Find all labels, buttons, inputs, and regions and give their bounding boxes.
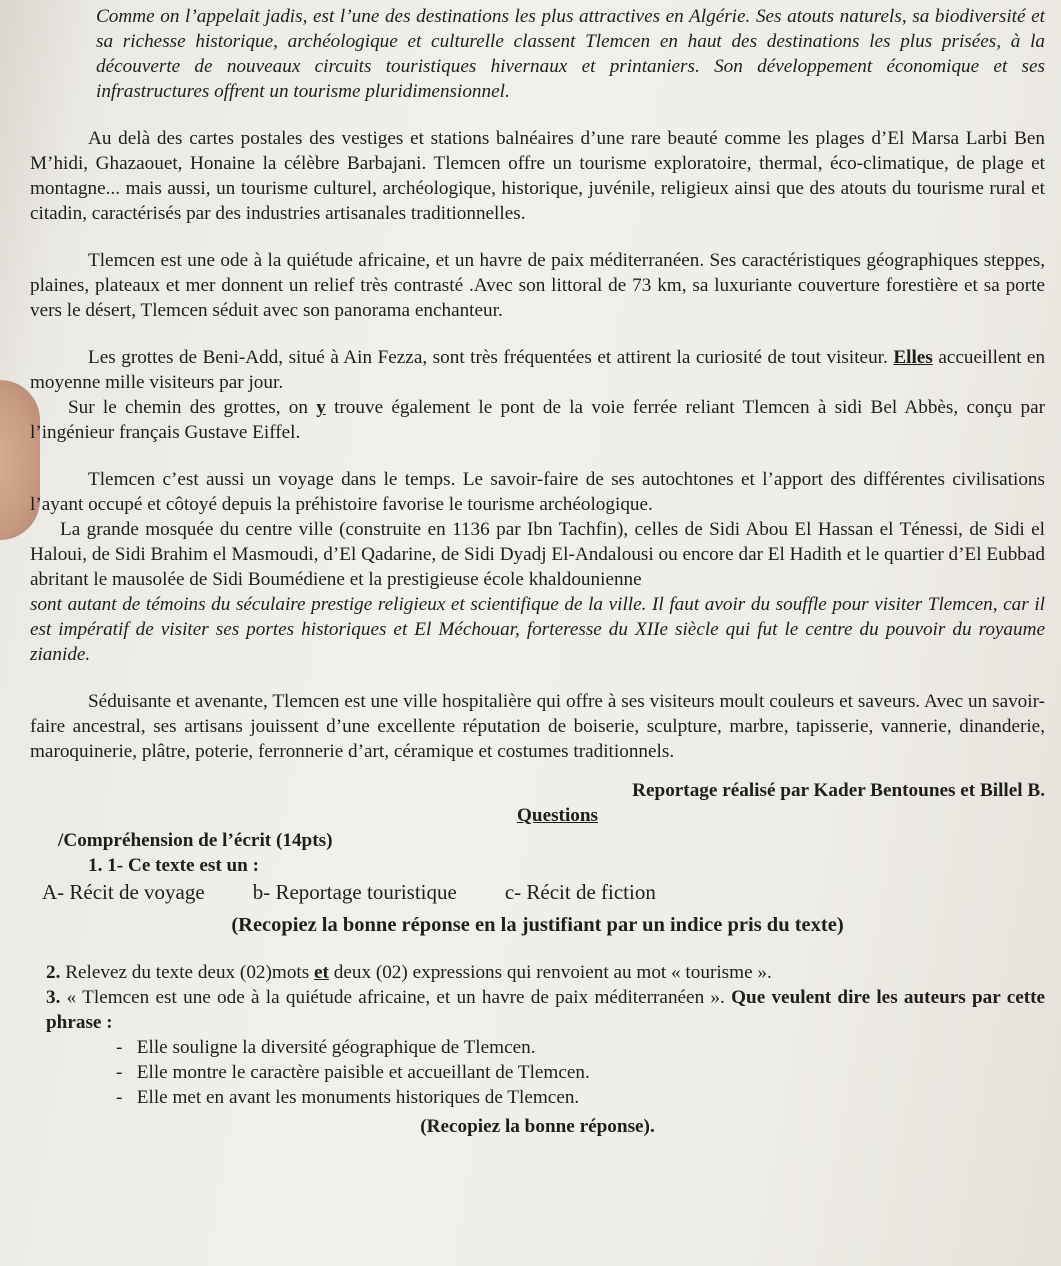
q3-option-3-text: Elle met en avant les monuments historiques de Tlemcen. bbox=[136, 1087, 580, 1108]
q3-number: 3. bbox=[46, 987, 61, 1008]
section-title: /Compréhension de l’écrit (14pts) bbox=[58, 830, 333, 851]
q1-choice-a: A- Récit de voyage bbox=[42, 880, 205, 904]
q1-number: 1. bbox=[88, 855, 103, 876]
question-3 bbox=[30, 985, 1045, 1035]
bridge-text: Sur le chemin des grottes, on bbox=[68, 397, 308, 418]
q1-choice-c: c- Récit de fiction bbox=[504, 880, 656, 904]
q3-instruction: (Recopiez la bonne réponse). bbox=[420, 1116, 655, 1137]
q1-instruction: (Recopiez la bonne réponse en la justifiant par un indice pris du texte) bbox=[231, 914, 844, 936]
paragraph-history: Tlemcen c’est aussi un voyage dans le temps. Le savoir-faire de ses autochtones et l’apport des différentes civilisations l’ayant occupé et côtoyé depuis la préhistoire favorise le tourisme archéologique. bbox=[30, 469, 1045, 515]
bridge-text-end: trouve également le pont de la voie ferrée reliant Tlemcen à sidi Bel Abbès, conçu par l’ingénieur français Gustave Eiffel. bbox=[30, 397, 1046, 443]
bridge-pronoun: y bbox=[316, 397, 326, 418]
question-2 bbox=[30, 960, 1045, 985]
q3-option-1: - Elle souligne la diversité géographique de Tlemcen. bbox=[116, 1037, 536, 1058]
q2-text-end: deux (02) expressions qui renvoient au mot « tourisme ». bbox=[333, 962, 772, 983]
q3-option-2: - Elle montre le caractère paisible et accueillant de Tlemcen. bbox=[116, 1062, 590, 1083]
q1-text: 1- Ce texte est un : bbox=[107, 855, 260, 876]
caves-pronoun: Elles bbox=[893, 347, 933, 368]
q2-text: Relevez du texte deux (02)mots bbox=[65, 962, 310, 983]
q3-quote: « Tlemcen est une ode à la quiétude africaine, et un havre de paix méditerranéen ». bbox=[66, 987, 725, 1008]
questions-title: Questions bbox=[516, 805, 599, 826]
q3-ask: Que veulent dire les auteurs par cette phrase : bbox=[46, 987, 1046, 1033]
q1-choices bbox=[30, 878, 1045, 905]
paragraph-geography: Tlemcen est une ode à la quiétude africaine, et un havre de paix méditerranéen. Ses caractéristiques géographiques steppes, plaines, plateaux et mer donnent un relief très contrasté .Avec son littoral de 73 km, sa luxuriante couverture forestière et sa porte vers le désert, Tlemcen séduit avec son panorama enchanteur. bbox=[30, 250, 1045, 321]
paragraph-mosque: La grande mosquée du centre ville (construite en 1136 par Ibn Tachfin), celles de Sidi Abou El Hassan el Ténessi, de Sidi el Haloui, de Sidi Brahim el Masmoudi, d’El Qadarine, de Sidi Dyadj El-Andalousi ou encore dar El Hadith et le quartier d’El Eubbad abritant le mausolée de Sidi Boumédiene et la prestigieuse école khaldounienne bbox=[30, 519, 1045, 590]
paragraph-prestige: sont autant de témoins du séculaire prestige religieux et scientifique de la ville. Il faut avoir du souffle pour visiter Tlemcen, car il est impératif de visiter ses portes historiques et El Méchouar, forteresse du XIIe siècle qui fut le centre du pouvoir du royaume zianide. bbox=[30, 594, 1045, 665]
paragraph-intro: Comme on l’appelait jadis, est l’une des destinations les plus attractives en Algérie. Ses atouts naturels, sa biodiversité et sa richesse historique, archéologique et culturelle classent Tlemcen en haut des destinations les plus prisées, à la découverte de nouveaux circuits touristiques hivernaux et printaniers. Son développement économique et ses infrastructures offrent un tourisme pluridimensionnel. bbox=[96, 6, 1045, 102]
q3-option-1-text: Elle souligne la diversité géographique de Tlemcen. bbox=[136, 1037, 536, 1058]
q3-option-3: - Elle met en avant les monuments historiques de Tlemcen. bbox=[116, 1087, 580, 1108]
caves-text-end: accueillent en moyenne mille visiteurs par jour. bbox=[30, 347, 1046, 393]
signature: Reportage réalisé par Kader Bentounes et Billel B. bbox=[632, 780, 1045, 801]
q3-option-2-text: Elle montre le caractère paisible et accueillant de Tlemcen. bbox=[136, 1062, 590, 1083]
paragraph-postcards: Au delà des cartes postales des vestiges et stations balnéaires d’une rare beauté comme les plages d’El Marsa Larbi Ben M’hidi, Ghazaouet, Honaine la célèbre Barbajani. Tlemcen offre un tourisme exploratoire, thermal, éco-climatique, de plage et montagne... mais aussi, un tourisme culturel, archéologique, historique, juvénile, religieux ainsi que des atouts du tourisme rural et citadin, caractérisés par des industries artisanales traditionnelles. bbox=[30, 128, 1045, 224]
caves-text: Les grottes de Beni-Add, situé à Ain Fezza, sont très fréquentées et attirent la curiosité de tout visiteur. bbox=[88, 347, 888, 368]
q2-number: 2. bbox=[46, 962, 61, 983]
q2-conjunction: et bbox=[314, 962, 329, 983]
document-body bbox=[30, 4, 1045, 1139]
question-1 bbox=[30, 853, 1045, 878]
q1-choice-b: b- Reportage touristique bbox=[252, 880, 457, 904]
paragraph-crafts: Séduisante et avenante, Tlemcen est une ville hospitalière qui offre à ses visiteurs moult couleurs et saveurs. Avec un savoir-faire ancestral, ses artisans jouissent d’une excellente réputation de boiserie, sculpture, marbre, tapisserie, vannerie, dinanderie, maroquinerie, plâtre, poterie, ferronnerie d’art, céramique et costumes traditionnels. bbox=[30, 691, 1045, 762]
paragraph-bridge bbox=[30, 395, 1045, 445]
paragraph-caves bbox=[30, 345, 1045, 395]
